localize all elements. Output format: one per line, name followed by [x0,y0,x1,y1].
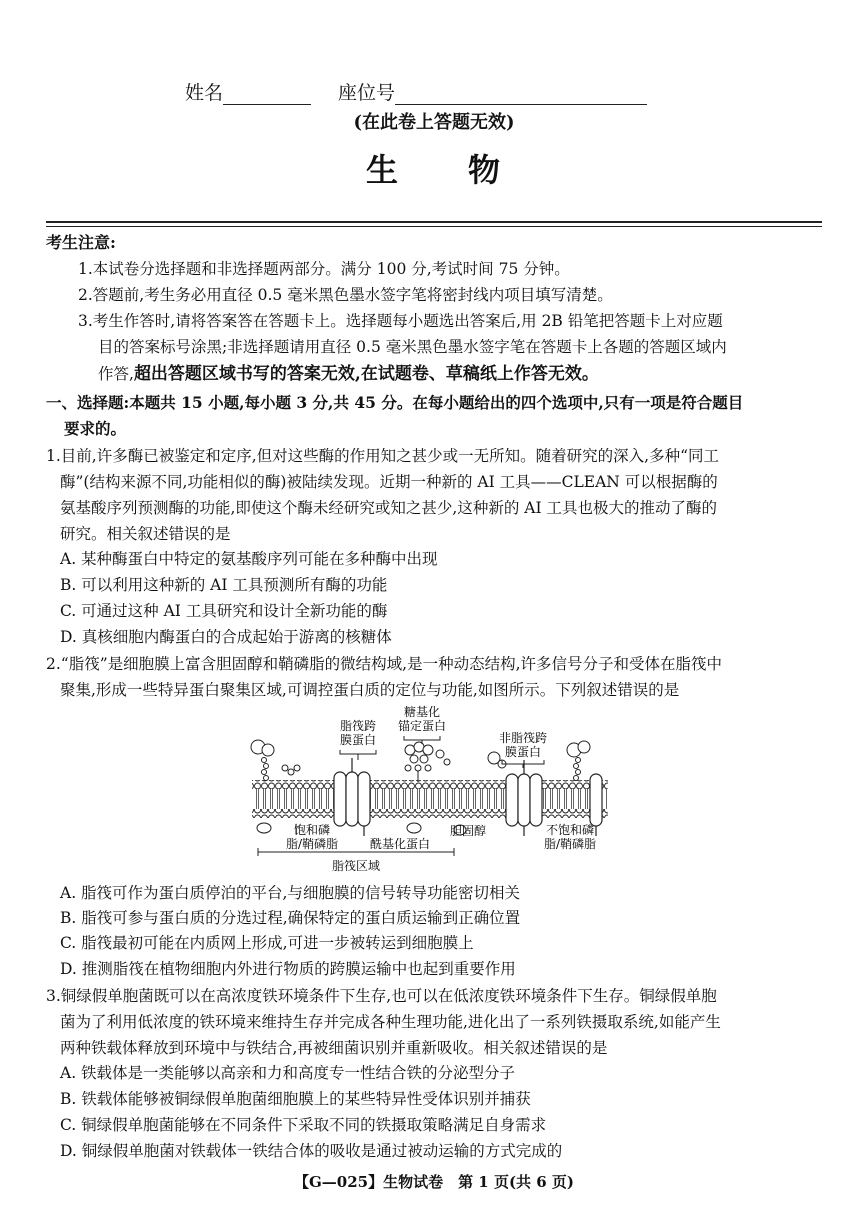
label-raft-tm-2: 膜蛋白 [339,733,377,747]
q3-option-c: C. 铜绿假单胞菌能够在不同条件下采取不同的铁摄取策略满足自身需求 [60,1116,547,1134]
q2-option-a: A. 脂筏可作为蛋白质停泊的平台,与细胞膜的信号转导功能密切相关 [60,884,520,902]
q1-option-b: B. 可以利用这种新的 AI 工具预测所有酶的功能 [60,576,388,594]
seat-blank [395,84,647,105]
name-blank [223,84,311,105]
q1-stem-line1: 1.目前,许多酶已被鉴定和定序,但对这些酶的作用知之甚少或一无所知。随着研究的深入,多种“同工 [46,447,719,465]
q2-option-d: D. 推测脂筏在植物细胞内外进行物质的跨膜运输中也起到重要作用 [60,960,516,978]
note-item-1: 1.本试卷分选择题和非选择题两部分。满分 100 分,考试时间 75 分钟。 [78,260,570,278]
label-raft-region: 脂筏区域 [331,859,381,873]
section1-heading-line2: 要求的。 [64,419,127,438]
section1-heading-line1: 一、选择题:本题共 15 小题,每小题 3 分,共 45 分。在每小题给出的四个选项中,只有一项是符合题目 [46,393,744,412]
top-rule-thin [46,226,822,227]
no-answer-notice: (在此卷上答题无效) [353,112,515,133]
label-saturated-1: 饱和磷 [293,823,331,837]
label-nonraft-2: 膜蛋白 [504,745,542,759]
label-unsaturated-2: 脂/鞘磷脂 [543,837,597,851]
raft-transmembrane-protein [334,758,370,836]
label-saturated-2: 脂/鞘磷脂 [285,837,339,851]
note-item-3-emphasis: 超出答题区域书写的答案无效,在试题卷、草稿纸上作答无效。 [133,364,599,384]
q3-option-b: B. 铁载体能够被铜绿假单胞菌细胞膜上的某些特异性受体识别并捕获 [60,1090,531,1108]
note-item-3-line3-a: 作答, [98,365,134,383]
q1-option-c: C. 可通过这种 AI 工具研究和设计全新功能的酶 [60,602,388,620]
subject-title: 生 物 [365,151,502,189]
seat-label: 座位号 [338,82,396,104]
membrane-outer-heads [252,780,608,789]
q3-option-a: A. 铁载体是一类能够以高亲和力和高度专一性结合铁的分泌型分子 [60,1064,516,1082]
label-raft-tm-1: 脂筏跨 [339,719,377,733]
seat-field-row [338,78,647,105]
q2-option-c: C. 脂筏最初可能在内质网上形成,可进一步被转运到细胞膜上 [60,934,474,952]
q1-stem-line2: 酶”(结构来源不同,功能相似的酶)被陆续发现。近期一种新的 AI 工具——CLEAN 可以根据酶的 [60,473,718,491]
q3-stem-line1: 3.铜绿假单胞菌既可以在高浓度铁环境条件下生存,也可以在低浓度铁环境条件下生存。铜绿假单胞 [46,987,717,1005]
name-label: 姓名 [185,82,224,104]
note-item-2: 2.答题前,考生务必用直径 0.5 毫米黑色墨水签字笔将密封线内项目填写清楚。 [78,286,613,304]
label-gpi-2: 锚定蛋白 [397,719,447,733]
nonraft-transmembrane-protein [506,760,542,836]
label-gpi-1: 糖基化 [403,705,441,719]
q3-option-d: D. 铜绿假单胞菌对铁载体一铁结合体的吸收是通过被动运输的方式完成的 [60,1142,563,1160]
q3-stem-line3: 两种铁载体释放到环境中与铁结合,再被细菌识别并重新吸收。相关叙述错误的是 [60,1039,608,1057]
q1-option-a: A. 某种酶蛋白中特定的氨基酸序列可能在多种酶中出现 [60,550,438,568]
q1-stem-line3: 氨基酸序列预测酶的功能,即使这个酶未经研究或知之甚少,这种新的 AI 工具也极大的推动了酶的 [60,499,718,517]
note-item-3-line1: 3.考生作答时,请将答案答在答题卡上。选择题每小题选出答案后,用 2B 铅笔把答题卡上对应题 [78,312,723,330]
q2-stem-line2: 聚集,形成一些特异蛋白聚集区域,可调控蛋白质的定位与功能,如图所示。下列叙述错误的是 [60,681,680,699]
q1-stem-line4: 研究。相关叙述错误的是 [60,525,231,543]
lipid-raft-figure [240,702,620,877]
name-field-row [185,78,311,105]
label-unsaturated-1: 不饱和磷 [545,823,595,837]
q2-stem-line1: 2.“脂筏”是细胞膜上富含胆固醇和鞘磷脂的微结构域,是一种动态结构,许多信号分子和受体在脂筏中 [46,655,722,673]
left-signal-molecule [251,740,300,781]
membrane-tails [252,789,608,809]
note-item-3-line2: 目的答案标号涂黑;非选择题请用直径 0.5 毫米黑色墨水签字笔在答题卡上各题的答题区域内 [98,338,727,356]
label-nonraft-1: 非脂筏跨 [498,731,548,745]
q1-option-d: D. 真核细胞内酶蛋白的合成起始于游离的核糖体 [60,628,392,646]
label-acylated: 酰基化蛋白 [369,837,431,851]
top-rule [46,221,822,223]
q2-option-b: B. 脂筏可参与蛋白质的分选过程,确保特定的蛋白质运输到正确位置 [60,909,521,927]
page-footer: 【G—025】生物试卷 第 1 页(共 6 页) [293,1173,575,1191]
notes-title: 考生注意: [46,233,116,252]
note-item-3-line3 [98,361,599,387]
membrane-inner-heads [252,809,608,818]
gpi-anchored-protein [405,742,450,782]
q3-stem-line2: 菌为了利用低浓度的铁环境来维持生存并完成各种生理功能,进化出了一系列铁摄取系统,如能产生 [60,1013,721,1031]
label-cholesterol: 胆固醇 [449,824,487,838]
